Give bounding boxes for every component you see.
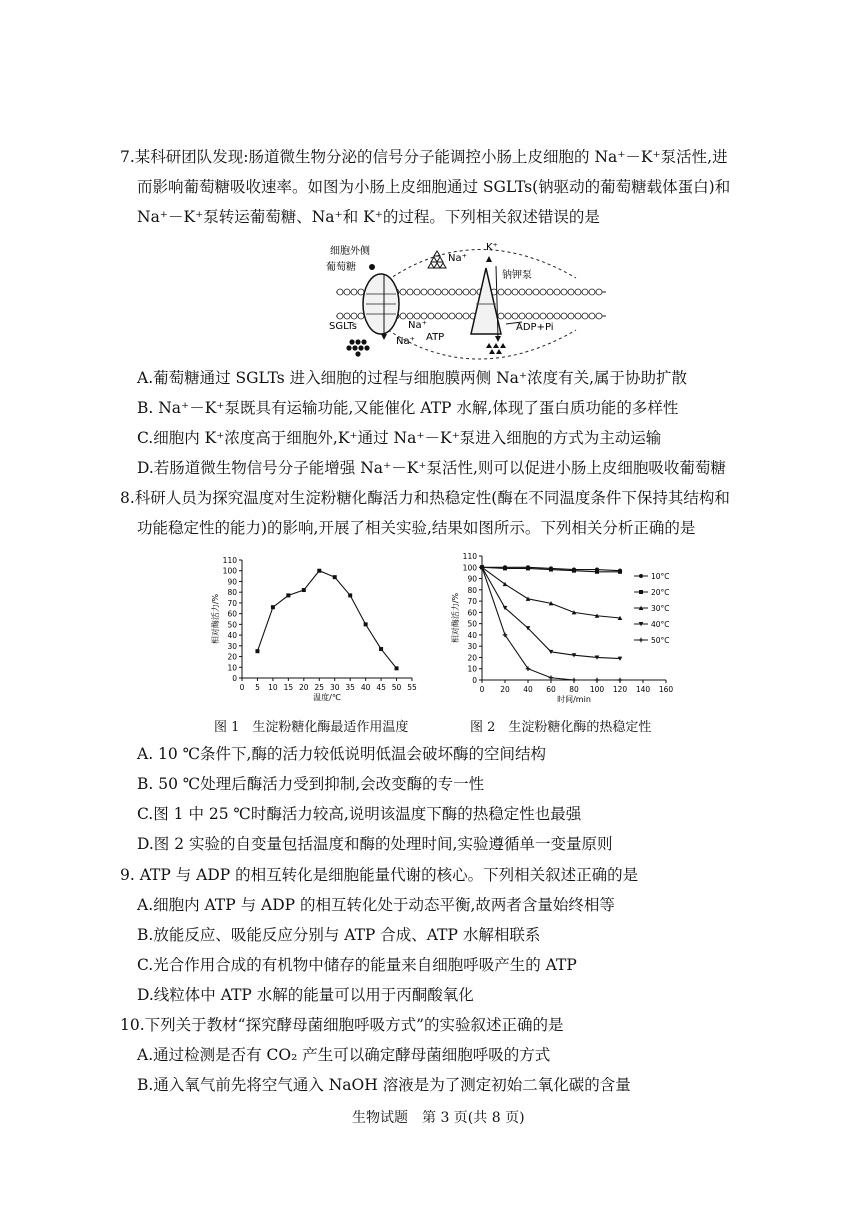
legend-label: 50°C [651,636,670,645]
data-point [572,569,576,573]
data-point [364,622,368,626]
k-particles-inside [486,343,506,354]
data-point [572,678,577,683]
y-tick-label: 40 [227,631,237,641]
data-point [271,605,275,609]
q7-option-d: D.若肠道微生物信号分子能增强 Na⁺－K⁺泵活性,则可以促进小肠上皮细胞吸收葡萄糖 [137,459,726,477]
y-tick-label: 30 [467,642,477,652]
glucose-icon [369,264,375,270]
q9-option-c: C.光合作用合成的有机物中储存的能量来自细胞呼吸产生的 ATP [137,956,577,974]
x-tick-label: 35 [345,683,355,692]
y-tick-label: 10 [467,664,477,674]
y-tick-label: 40 [467,630,477,640]
series-line [257,571,396,669]
series-line [482,567,620,680]
q8-option-b: B. 50 ℃处理后酶活力受到抑制,会改变酶的专一性 [137,775,485,793]
x-tick-label: 140 [635,685,651,694]
x-tick-label: 120 [612,685,628,694]
data-point [395,666,399,670]
data-point [255,649,259,653]
outside-label: 细胞外侧 [330,246,370,257]
x-tick-label: 50 [391,683,402,692]
y-tick-label: 100 [462,563,477,573]
q8-option-c: C.图 1 中 25 ℃时酶活力较高,说明该温度下酶的热稳定性也最强 [137,805,582,823]
membrane-transport-diagram [326,238,616,363]
q7-option-a: A.葡萄糖通过 SGLTs 进入细胞的过程与细胞膜两侧 Na⁺浓度有关,属于协助扩散 [137,369,688,387]
glucose-label: 葡萄糖 [326,262,356,273]
data-point [618,570,622,574]
y-tick-label: 70 [467,597,477,607]
x-tick-label: 20 [299,683,309,692]
x-tick-label: 0 [239,683,245,692]
figure1-chart [200,552,425,712]
y-tick-label: 90 [467,574,477,584]
series-line [482,567,620,618]
q8-stem-line2: 功能稳定性的能力)的影响,开展了相关实验,结果如图所示。下列相关分析正确的是 [137,519,696,537]
y-tick-label: 50 [227,620,237,630]
series-line [482,567,620,658]
q8-stem-line1: 8.科研人员为探究温度对生淀粉糖化酶活力和热稳定性(酶在不同温度条件下保持其结构和 [120,489,730,507]
x-tick-label: 0 [479,685,485,694]
x-tick-label: 55 [407,683,417,692]
q7-option-c: C.细胞内 K⁺浓度高于细胞外,K⁺通过 Na⁺－K⁺泵进入细胞的方式为主动运输 [137,429,662,447]
y-axis-label: 相对酶活力/% [211,593,220,645]
x-tick-label: 80 [569,685,579,694]
sglt-label: SGLTs [329,321,357,332]
data-point [595,678,600,683]
na-particles-outside [428,251,446,268]
data-point [379,647,383,651]
y-tick-label: 30 [227,641,237,651]
y-tick-label: 20 [467,653,477,663]
x-tick-label: 60 [546,685,556,694]
legend-marker [639,590,643,594]
x-tick-label: 20 [500,685,510,694]
x-tick-label: 30 [329,683,340,692]
x-tick-label: 40 [360,683,371,692]
data-point [503,566,507,570]
data-point [618,678,623,683]
legend-label: 10°C [651,572,670,581]
x-axis-label: 温度/℃ [313,693,341,702]
legend-label: 20°C [651,588,670,597]
legend-label: 30°C [651,604,670,613]
y-tick-label: 50 [467,619,477,629]
legend-marker [639,638,644,643]
data-point [549,568,553,572]
k-label: K⁺ [486,242,498,253]
x-axis-label: 时间/min [557,695,591,704]
q9-option-b: B.放能反应、吸能反应分别与 ATP 合成、ATP 水解相联系 [137,926,541,944]
data-point [348,593,352,597]
y-tick-label: 0 [472,676,477,685]
na-top-label: Na⁺ [448,253,467,264]
x-tick-label: 40 [523,685,533,694]
y-tick-label: 60 [467,608,477,618]
data-point [302,588,306,592]
q9-stem: 9. ATP 与 ADP 的相互转化是细胞能量代谢的核心。下列相关叙述正确的是 [120,866,639,884]
y-tick-label: 80 [227,588,237,598]
legend-marker [639,574,643,578]
y-axis-label: 相对酶活力/% [451,592,460,644]
adp-label: ADP+Pi [516,322,554,333]
x-tick-label: 100 [589,685,605,694]
q8-option-d: D.图 2 实验的自变量包括温度和酶的处理时间,实验遵循单一变量原则 [137,835,613,853]
q7-option-b: B. Na⁺－K⁺泵既具有运输功能,又能催化 ATP 水解,体现了蛋白质功能的多样性 [137,399,679,417]
y-tick-label: 10 [227,663,237,673]
data-point [595,570,599,574]
y-tick-label: 0 [232,674,237,683]
x-tick-label: 15 [283,683,294,692]
figure2-chart [440,548,680,712]
k-particle-icon [486,256,492,262]
x-tick-label: 10 [268,683,278,692]
x-tick-label: 45 [376,683,386,692]
y-tick-label: 70 [227,598,237,608]
x-tick-label: 5 [255,683,260,692]
q9-option-a: A.细胞内 ATP 与 ADP 的相互转化处于动态平衡,故两者含量始终相等 [137,896,615,914]
data-point [286,593,290,597]
q10-option-a: A.通过检测是否有 CO₂ 产生可以确定酵母菌细胞呼吸的方式 [137,1046,551,1064]
x-tick-label: 25 [314,683,325,692]
na-mid-label: Na⁺ [408,320,427,331]
figure2-caption: 图 2 生淀粉糖化酶的热稳定性 [470,720,652,735]
data-point [549,675,554,680]
q8-option-a: A. 10 ℃条件下,酶的活力较低说明低温会破坏酶的空间结构 [137,745,546,763]
atp-label: ATP [426,332,445,343]
q7-stem-line2: 而影响葡萄糖吸收速率。如图为小肠上皮细胞通过 SGLTs(钠驱动的葡萄糖载体蛋白)和 [137,178,731,196]
na-bottom-label: Na⁺ [396,336,415,347]
q7-stem-line3: Na⁺－K⁺泵转运葡萄糖、Na⁺和 K⁺的过程。下列相关叙述错误的是 [137,208,600,226]
pump-label: 钠钾泵 [502,270,532,281]
y-tick-label: 80 [467,585,477,595]
data-point [333,575,337,579]
y-tick-label: 100 [222,566,237,576]
data-point [317,569,321,573]
x-tick-label: 160 [658,685,674,694]
y-tick-label: 60 [227,609,237,619]
legend-label: 40°C [651,620,670,629]
page-footer: 生物试题 第 3 页(共 8 页) [352,1110,525,1126]
y-tick-label: 90 [227,577,237,587]
glucose-particles-inside [346,339,369,356]
q9-option-d: D.线粒体中 ATP 水解的能量可以用于丙酮酸氧化 [137,986,474,1004]
y-tick-label: 110 [222,556,237,565]
data-point [526,566,530,570]
y-tick-label: 20 [227,652,237,662]
q7-stem-line1: 7.某科研团队发现:肠道微生物分泌的信号分子能调控小肠上皮细胞的 Na⁺－K⁺泵活性,进 [120,148,728,166]
q10-stem: 10.下列关于教材“探究酵母菌细胞呼吸方式”的实验叙述正确的是 [120,1016,564,1034]
figure1-caption: 图 1 生淀粉糖化酶最适作用温度 [214,720,409,735]
q10-option-b: B.通入氧气前先将空气通入 NaOH 溶液是为了测定初始二氧化碳的含量 [137,1076,631,1094]
y-tick-label: 110 [462,552,477,561]
